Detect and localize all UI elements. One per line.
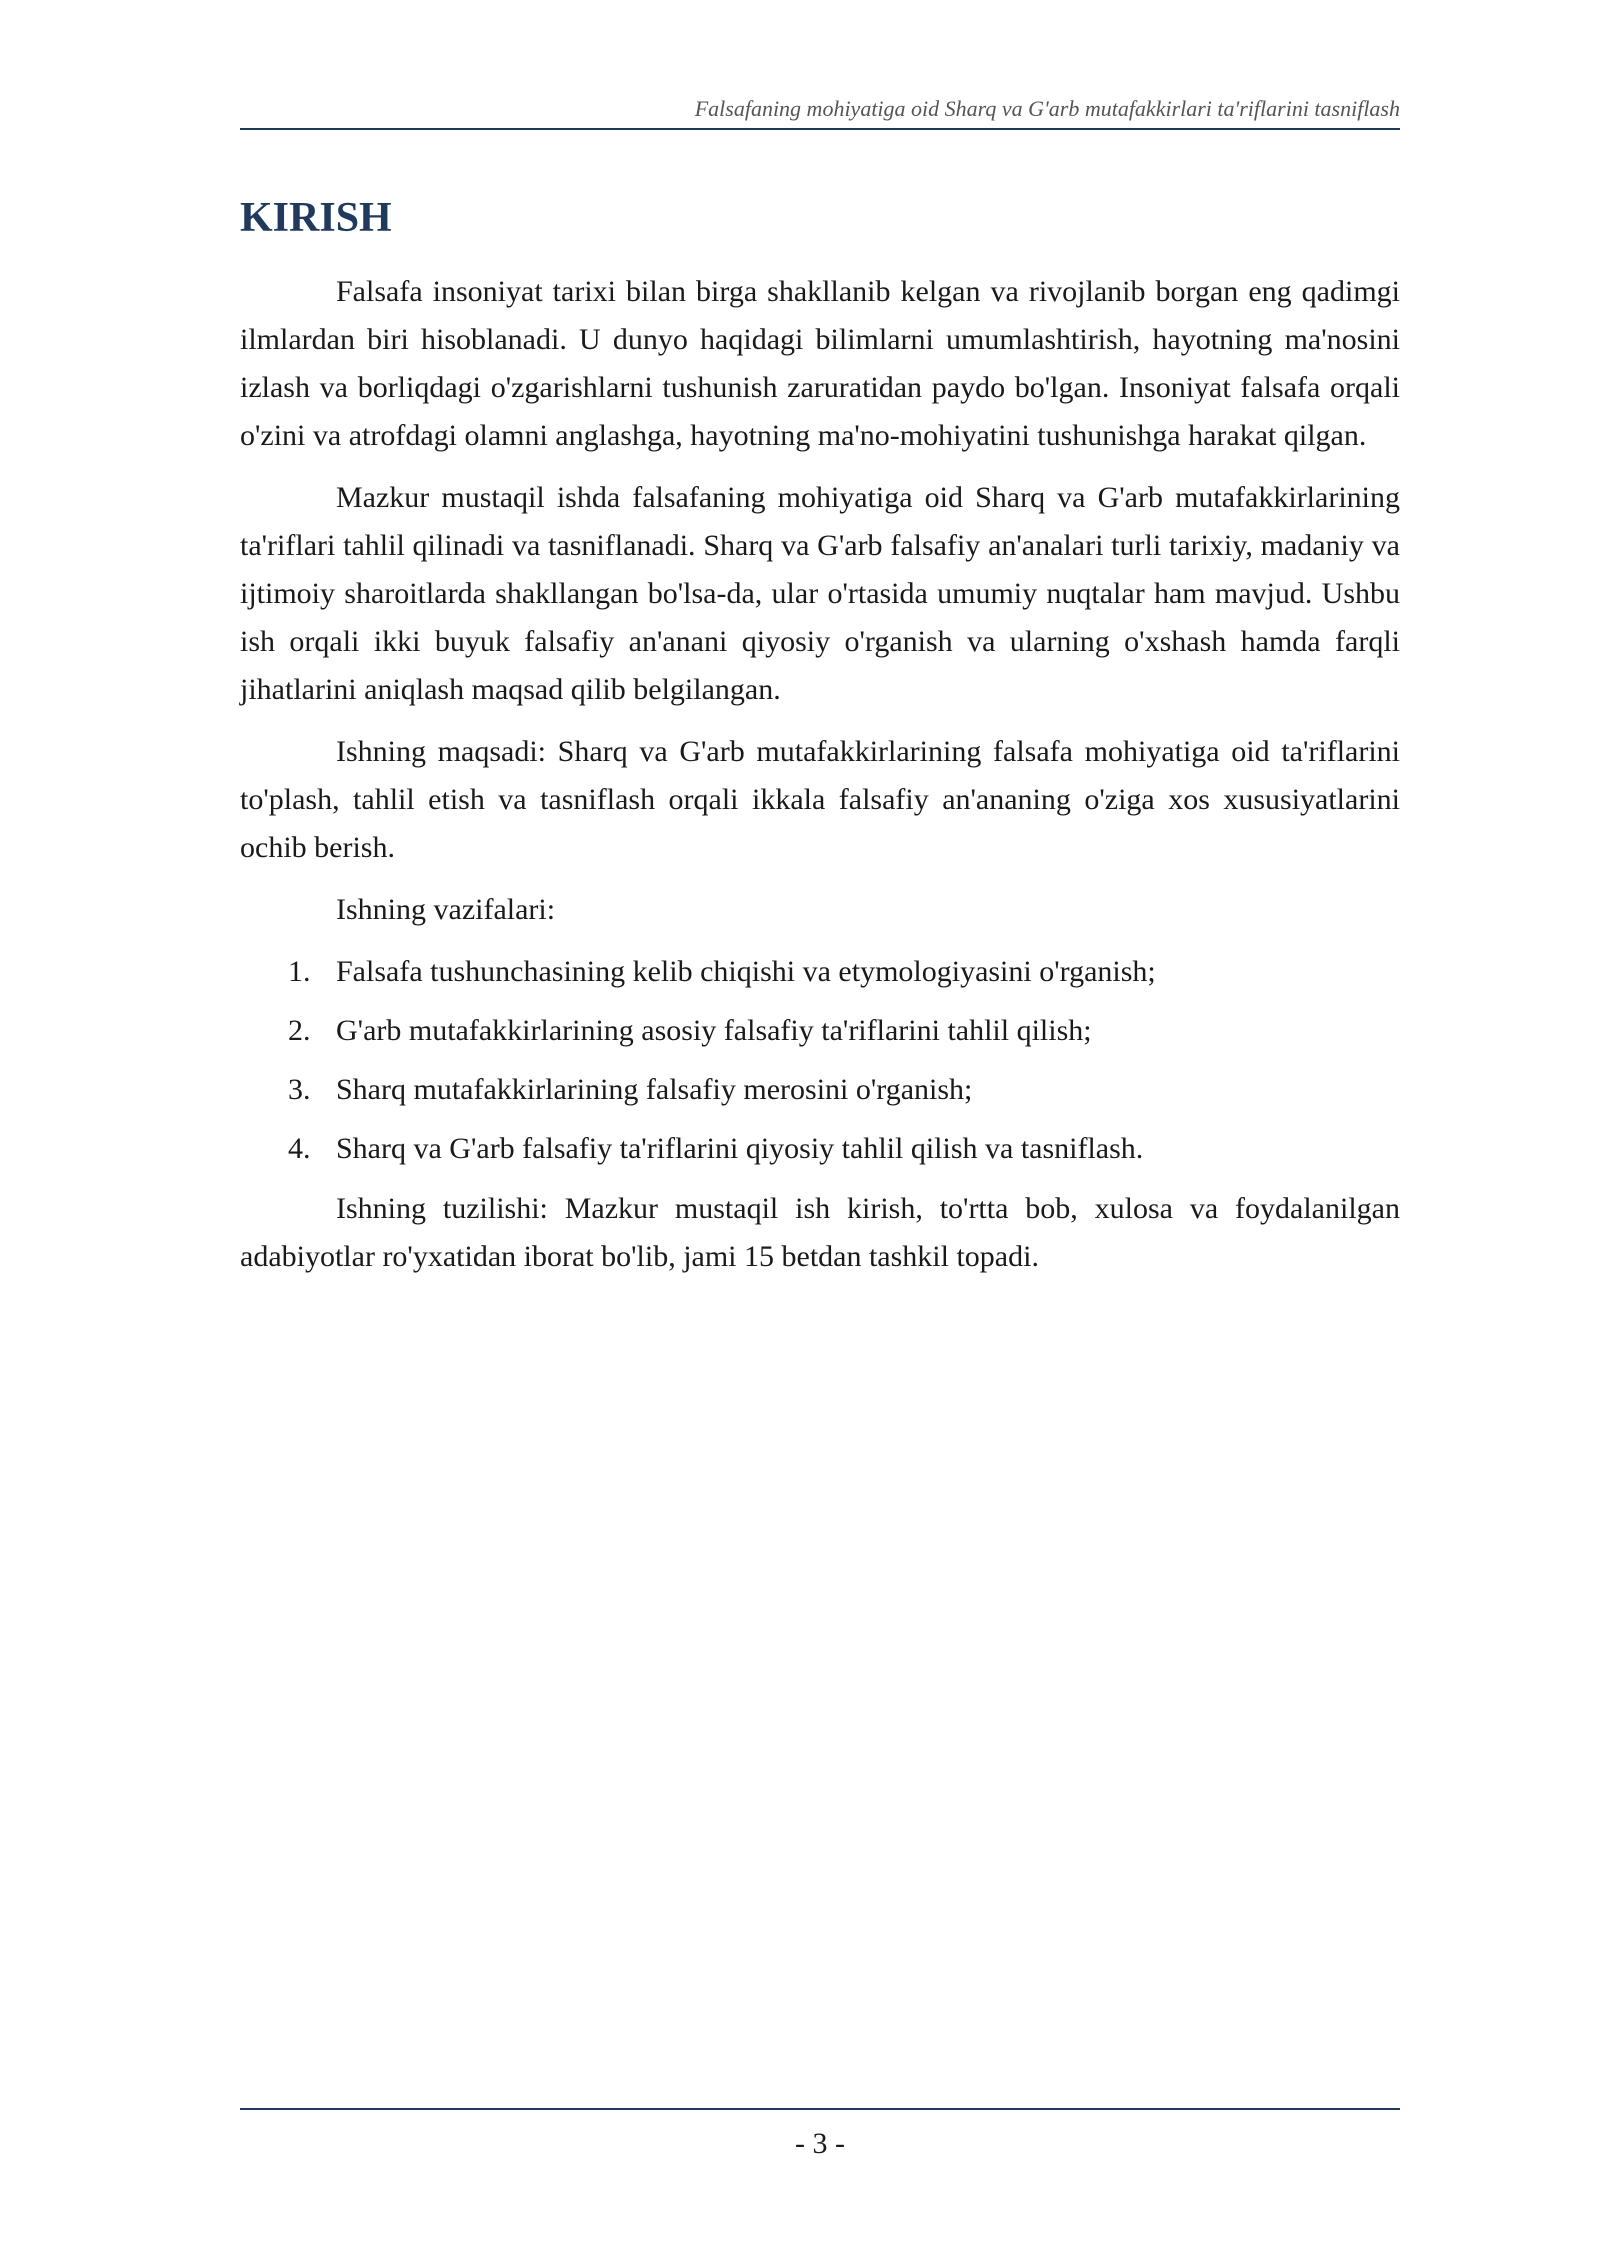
paragraph-intro: Falsafa insoniyat tarixi bilan birga shakllanib kelgan va rivojlanib borgan eng qadimgi ilmlardan biri hisoblanadi. U dunyo haqidagi bilimlarni umumlashtirish, hayotning ma'nosini izlash va borliqdagi o'zgarishlarni tushunish zaruratidan paydo bo'lgan. Insoniyat falsafa orqali o'zini va atrofdagi olamni anglashga, hayotning ma'no-mohiyatini tushunishga harakat qilgan.	[240, 275, 1400, 452]
running-title: Falsafaning mohiyatiga oid Sharq va G'arb mutafakkirlari ta'riflarini tasniflash	[694, 96, 1400, 121]
list-item-text: G'arb mutafakkirlarining asosiy falsafiy ta'riflarini tahlil qilish;	[336, 1014, 1092, 1047]
page-header	[240, 92, 1400, 130]
list-item	[240, 1066, 1400, 1114]
list-item-number: 3.	[288, 1073, 311, 1106]
paragraph-goal: Ishning maqsadi: Sharq va G'arb mutafakkirlarining falsafa mohiyatiga oid ta'riflarini to'plash, tahlil etish va tasniflash orqali ikkala falsafiy an'ananing o'ziga xos xususiyatlarini ochib berish.	[240, 735, 1400, 864]
list-item-number: 1.	[288, 955, 311, 988]
list-item-number: 4.	[288, 1132, 311, 1165]
paragraph-scope: Mazkur mustaqil ishda falsafaning mohiyatiga oid Sharq va G'arb mutafakkirlarining ta'riflari tahlil qilinadi va tasniflanadi. Sharq va G'arb falsafiy an'analari turli tarixiy, madaniy va ijtimoiy sharoitlarda shakllangan bo'lsa-da, ular o'rtasida umumiy nuqtalar ham mavjud. Ushbu ish orqali ikki buyuk falsafiy an'anani qiyosiy o'rganish va ularning o'xshash hamda farqli jihatlarini aniqlash maqsad qilib belgilangan.	[240, 481, 1400, 706]
list-item	[240, 1125, 1400, 1173]
tasks-list	[240, 948, 1400, 1173]
page-content	[240, 190, 1400, 1295]
tasks-heading: Ishning vazifalari:	[336, 893, 556, 926]
list-item-text: Sharq va G'arb falsafiy ta'riflarini qiyosiy tahlil qilish va tasniflash.	[336, 1132, 1144, 1165]
paragraph-structure: Ishning tuzilishi: Mazkur mustaqil ish kirish, to'rtta bob, xulosa va foydalanilgan adabiyotlar ro'yxatidan iborat bo'lib, jami 15 betdan tashkil topadi.	[240, 1192, 1400, 1273]
page-footer	[240, 2108, 1400, 2160]
list-item-text: Sharq mutafakkirlarining falsafiy merosini o'rganish;	[336, 1073, 973, 1106]
section-title: KIRISH	[240, 195, 392, 241]
list-item	[240, 948, 1400, 996]
page-number: - 3 -	[795, 2127, 845, 2160]
list-item	[240, 1007, 1400, 1055]
list-item-number: 2.	[288, 1014, 311, 1047]
list-item-text: Falsafa tushunchasining kelib chiqishi va etymologiyasini o'rganish;	[336, 955, 1156, 988]
